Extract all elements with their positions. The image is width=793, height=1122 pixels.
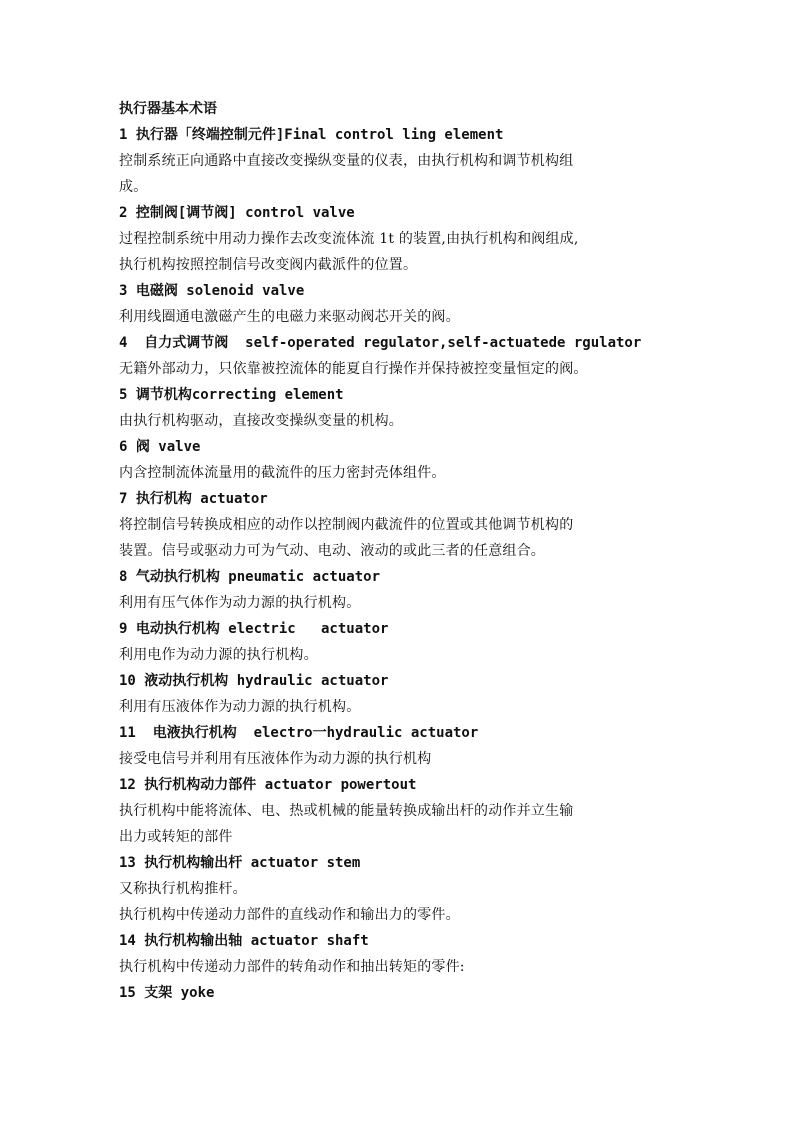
- term-heading: 6 阀 valve: [119, 439, 201, 455]
- term-heading: 11 电液执行机构 electro一hydraulic actuator: [119, 725, 479, 741]
- term-description: 执行机构按照控制信号改变阀内截派件的位置。: [119, 257, 418, 273]
- term-heading: 1 执行器「终端控制元件]Final control ling element: [119, 127, 504, 143]
- term-heading: 9 电动执行机构 electric actuator: [119, 621, 389, 637]
- term-heading: 15 支架 yoke: [119, 985, 215, 1001]
- term-description: 执行机构中传递动力部件的直线动作和输出力的零件。: [119, 907, 460, 923]
- term-heading: 4 自力式调节阀 self-operated regulator,self-actuatede rgulator: [119, 335, 642, 351]
- document-body: [119, 96, 679, 1006]
- term-description: 出力或转矩的部件: [119, 829, 233, 845]
- term-description: 执行机构中传递动力部件的转角动作和抽出转矩的零件:: [119, 959, 465, 975]
- term-heading: 14 执行机构输出轴 actuator shaft: [119, 933, 369, 949]
- term-heading: 7 执行机构 actuator: [119, 491, 268, 507]
- term-heading: 3 电磁阀 solenoid valve: [119, 283, 305, 299]
- term-description: 装置。信号或驱动力可为气动、电动、液动的或此三者的任意组合。: [119, 543, 545, 559]
- term-description: 接受电信号并利用有压液体作为动力源的执行机构: [119, 751, 432, 767]
- term-description: 无籍外部动力，只依靠被控流体的能夏自行操作并保持被控变量恒定的阀。: [119, 361, 588, 377]
- term-description: 执行机构中能将流体、电、热或机械的能量转换成输出杆的动作并立生输: [119, 803, 574, 819]
- term-heading: 8 气动执行机构 pneumatic actuator: [119, 569, 381, 585]
- term-description: 内含控制流体流量用的截流件的压力密封壳体组件。: [119, 465, 446, 481]
- term-heading: 5 调节机构correcting element: [119, 387, 344, 403]
- term-description: 利用有压液体作为动力源的执行机构。: [119, 699, 361, 715]
- term-description: 将控制信号转换成相应的动作以控制阀内截流件的位置或其他调节机构的: [119, 517, 574, 533]
- term-description: 利用线圈通电激磁产生的电磁力来驱动阀芯开关的阀。: [119, 309, 460, 325]
- term-description: 又称执行机构推杆。: [119, 881, 247, 897]
- term-description: 控制系统正向通路中直接改变操纵变量的仪表，由执行机构和调节机构组: [119, 153, 574, 169]
- term-description: 利用有压气体作为动力源的执行机构。: [119, 595, 361, 611]
- term-description: 成。: [119, 179, 148, 195]
- term-description: 由执行机构驱动，直接改变操纵变量的机构。: [119, 413, 403, 429]
- document-title: 执行器基本术语: [119, 101, 217, 117]
- term-heading: 2 控制阀[调节阀] control valve: [119, 205, 355, 221]
- term-heading: 13 执行机构输出杆 actuator stem: [119, 855, 361, 871]
- term-description: 利用电作为动力源的执行机构。: [119, 647, 318, 663]
- term-heading: 10 液动执行机构 hydraulic actuator: [119, 673, 389, 689]
- term-list: [119, 122, 679, 1006]
- term-heading: 12 执行机构动力部件 actuator powertout: [119, 777, 417, 793]
- term-description: 过程控制系统中用动力操作去改变流体流 1t 的装置,由执行机构和阀组成,: [119, 231, 579, 247]
